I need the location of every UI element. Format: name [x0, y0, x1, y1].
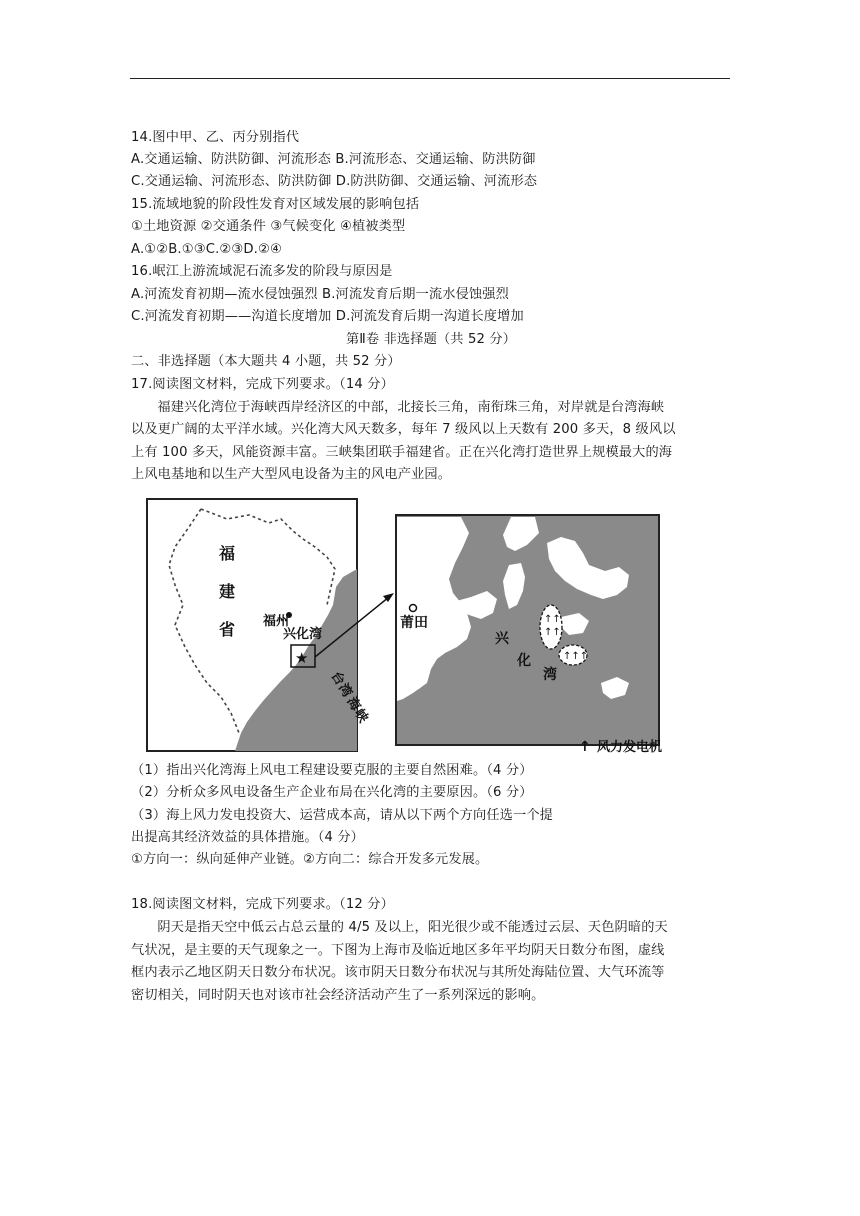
q17-para-line: 以及更广阔的太平洋水域。兴化湾大风天数多，每年 7 级风以上天数有 200 多天，8 级风以 — [131, 422, 676, 437]
q14-options-cd: C.交通运输、河流形态、防洪防御 D.防洪防御、交通运输、河流形态 — [131, 174, 538, 189]
q17-para-line: 上风电基地和以生产大型风电设备为主的风电产业园。 — [131, 467, 452, 482]
bay-label: 化 — [517, 653, 531, 669]
q18-para-line: 框内表示乙地区阴天日数分布状况。该市阴天日数分布状况与其所处海陆位置、大气环流等 — [131, 965, 665, 980]
wind-turbine-icon: ↑↑↑ — [563, 651, 589, 662]
fujian-label: 建 — [219, 582, 236, 601]
fuzhou-label: 福州 — [263, 614, 290, 629]
q17-sub3-line2: 出提高其经济效益的具体措施。（4 分） — [131, 830, 365, 845]
q18-stem: 18.阅读图文材料，完成下列要求。（12 分） — [131, 897, 394, 912]
header-rule — [130, 78, 730, 79]
wind-turbine-icon: ↑ — [579, 739, 591, 755]
q14-options-ab: A.交通运输、防洪防御、河流形态 B.河流形态、交通运输、防洪防御 — [131, 152, 536, 167]
q16-options-ab: A.河流发育初期—流水侵蚀强烈 B.河流发育后期一流水侵蚀强烈 — [131, 287, 509, 302]
q15-options: A.①②B.①③C.②③D.②④ — [131, 242, 282, 257]
q17-para-line: 上有 100 多天，风能资源丰富。三峡集团联手福建省。正在兴化湾打造世界上规模最大的海 — [131, 445, 673, 460]
bay-label: 兴 — [495, 631, 509, 647]
taiwan-strait-label: 台 — [327, 669, 348, 689]
q17-stem: 17.阅读图文材料，完成下列要求。（14 分） — [131, 377, 394, 392]
legend-label: 风力发电机 — [597, 740, 663, 755]
fujian-label: 省 — [219, 620, 236, 639]
q16-options-cd: C.河流发育初期——沟道长度增加 D.河流发育后期一沟道长度增加 — [131, 309, 524, 324]
taiwan-strait-label: 湾 — [335, 681, 355, 701]
q18-para-line: 阴天是指天空中低云占总云量的 4/5 及以上，阳光很少或不能透过云层、天色阴暗的天 — [157, 920, 668, 935]
q17-directions: ①方向一：纵向延伸产业链。②方向二：综合开发多元发展。 — [131, 852, 489, 867]
taiwan-strait-label: 峡 — [350, 706, 371, 726]
q15-items: ①土地资源 ②交通条件 ③气候变化 ④植被类型 — [131, 219, 406, 234]
wind-turbine-icon: ↑↑ — [544, 614, 561, 625]
fujian-map — [147, 499, 371, 751]
putian-label: 莆田 — [400, 615, 428, 631]
bay-label: 湾 — [543, 667, 557, 683]
fujian-label: 福 — [219, 544, 236, 563]
xinghuawan-label: 兴化湾 — [283, 627, 323, 642]
q17-sub2: （2）分析众多风电设备生产企业布局在兴化湾的主要原因。（6 分） — [131, 785, 533, 800]
xinghua-bay-map — [131, 487, 679, 759]
q18-para-line: 密切相关，同时阴天也对该市社会经济活动产生了一系列深远的影响。 — [131, 988, 545, 1003]
inset-map — [396, 515, 662, 755]
q17-sub3-line1: （3）海上风力发电投资大、运营成本高，请从以下两个方向任选一个提 — [131, 808, 553, 823]
q14-stem: 14.图中甲、乙、丙分别指代 — [131, 130, 300, 145]
part2-title: 第Ⅱ卷 非选择题（共 52 分） — [345, 332, 517, 347]
q15-stem: 15.流域地貌的阶段性发育对区域发展的影响包括 — [131, 197, 420, 212]
wind-turbine-icon: ↑↑ — [544, 627, 561, 638]
q16-stem: 16.岷江上游流域泥石流多发的阶段与原因是 — [131, 264, 393, 279]
star-icon: ★ — [295, 649, 309, 667]
q18-para-line: 气状况，是主要的天气现象之一。下图为上海市及临近地区多年平均阴天日数分布图，虚线 — [131, 943, 665, 958]
putian-dot — [410, 605, 417, 612]
taiwan-strait-label: 海 — [343, 694, 364, 714]
q17-para-line: 福建兴化湾位于海峡西岸经济区的中部，北接长三角，南衔珠三角，对岸就是台湾海峡 — [157, 400, 665, 415]
part2-heading: 二、非选择题（本大题共 4 小题，共 52 分） — [131, 354, 401, 369]
q17-sub1: （1）指出兴化湾海上风电工程建设要克服的主要自然困难。（4 分） — [131, 763, 533, 778]
